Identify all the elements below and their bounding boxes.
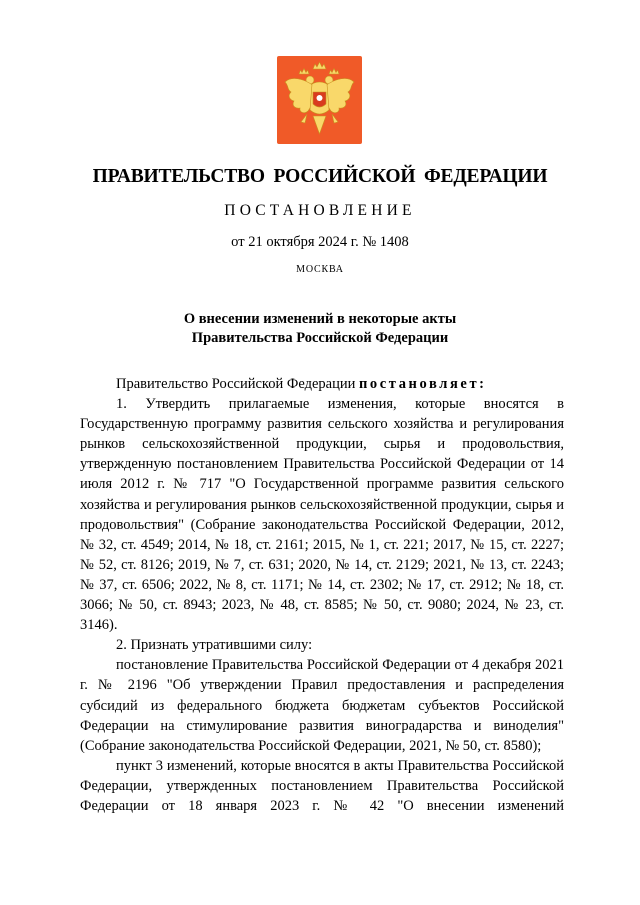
document-type: ПОСТАНОВЛЕНИЕ (224, 202, 416, 219)
paragraph-item-2-a: постановление Правительства Российской Федерации от 4 декабря 2021 г. № 2196 "Об утверждении Правил предоставления и распределения субсидий из федерального бюджета бюджетам субъектов Российской Федерации на стимулирование развития виноградарства и виноделия" (Собрание законодательства Российской Федерации, 2021, № 50, ст. 8580); (80, 657, 564, 754)
document-date-number: от 21 октября 2024 г. № 1408 (231, 234, 409, 250)
subject-line-2: Правительства Российской Федерации (191, 330, 449, 346)
russian-coat-of-arms-icon (277, 56, 362, 144)
paragraph-item-2-b: пункт 3 изменений, которые вносятся в акты Правительства Российской Федерации, утвержденных постановлением Правительства Российской Федерации от 18 января 2023 г. № 42 "О внесении изменений (80, 757, 564, 814)
paragraph-item-1: 1. Утвердить прилагаемые изменения, которые вносятся в Государственную программу развития сельского хозяйства и регулирования рынков сельскохозяйственной продукции, сырья и продовольствия, утвержденную постановлением Правительства Российской Федерации от 14 июля 2012 г. № 717 "О Государственной программе развития сельского хозяйства и регулирования рынков сельскохозяйственной продукции, сырья и продовольствия" (Собрание законодательства Российской Федерации, 2012, № 32, ст. 4549; 2014, № 18, ст. 2161; 2015, № 1, ст. 221; 2017, № 15, ст. 2227; № 52, ст. 8126; 2019, № 7, ст. 631; 2020, № 14, ст. 2129; 2021, № 13, ст. 2243; № 37, ст. 6506; 2022, № 8, ст. 1171; № 14, ст. 2302; № 17, ст. 2912; № 18, ст. 3066; № 50, ст. 8943; 2023, № 48, ст. 8585; № 50, ст. 9080; 2024, № 23, ст. 3146). (80, 396, 564, 634)
intro-text: Правительство Российской Федерации (116, 376, 359, 392)
intro-paragraph (80, 374, 564, 394)
government-title: ПРАВИТЕЛЬСТВО РОССИЙСКОЙ ФЕДЕРАЦИИ (92, 166, 548, 187)
document-subject (0, 310, 640, 348)
subject-line-1: О внесении изменений в некоторые акты (183, 311, 457, 327)
decree-word: постановляет: (358, 376, 487, 392)
document-body (80, 374, 564, 816)
document-city: МОСКВА (296, 264, 344, 275)
paragraph-item-2: 2. Признать утратившими силу: (116, 637, 313, 654)
